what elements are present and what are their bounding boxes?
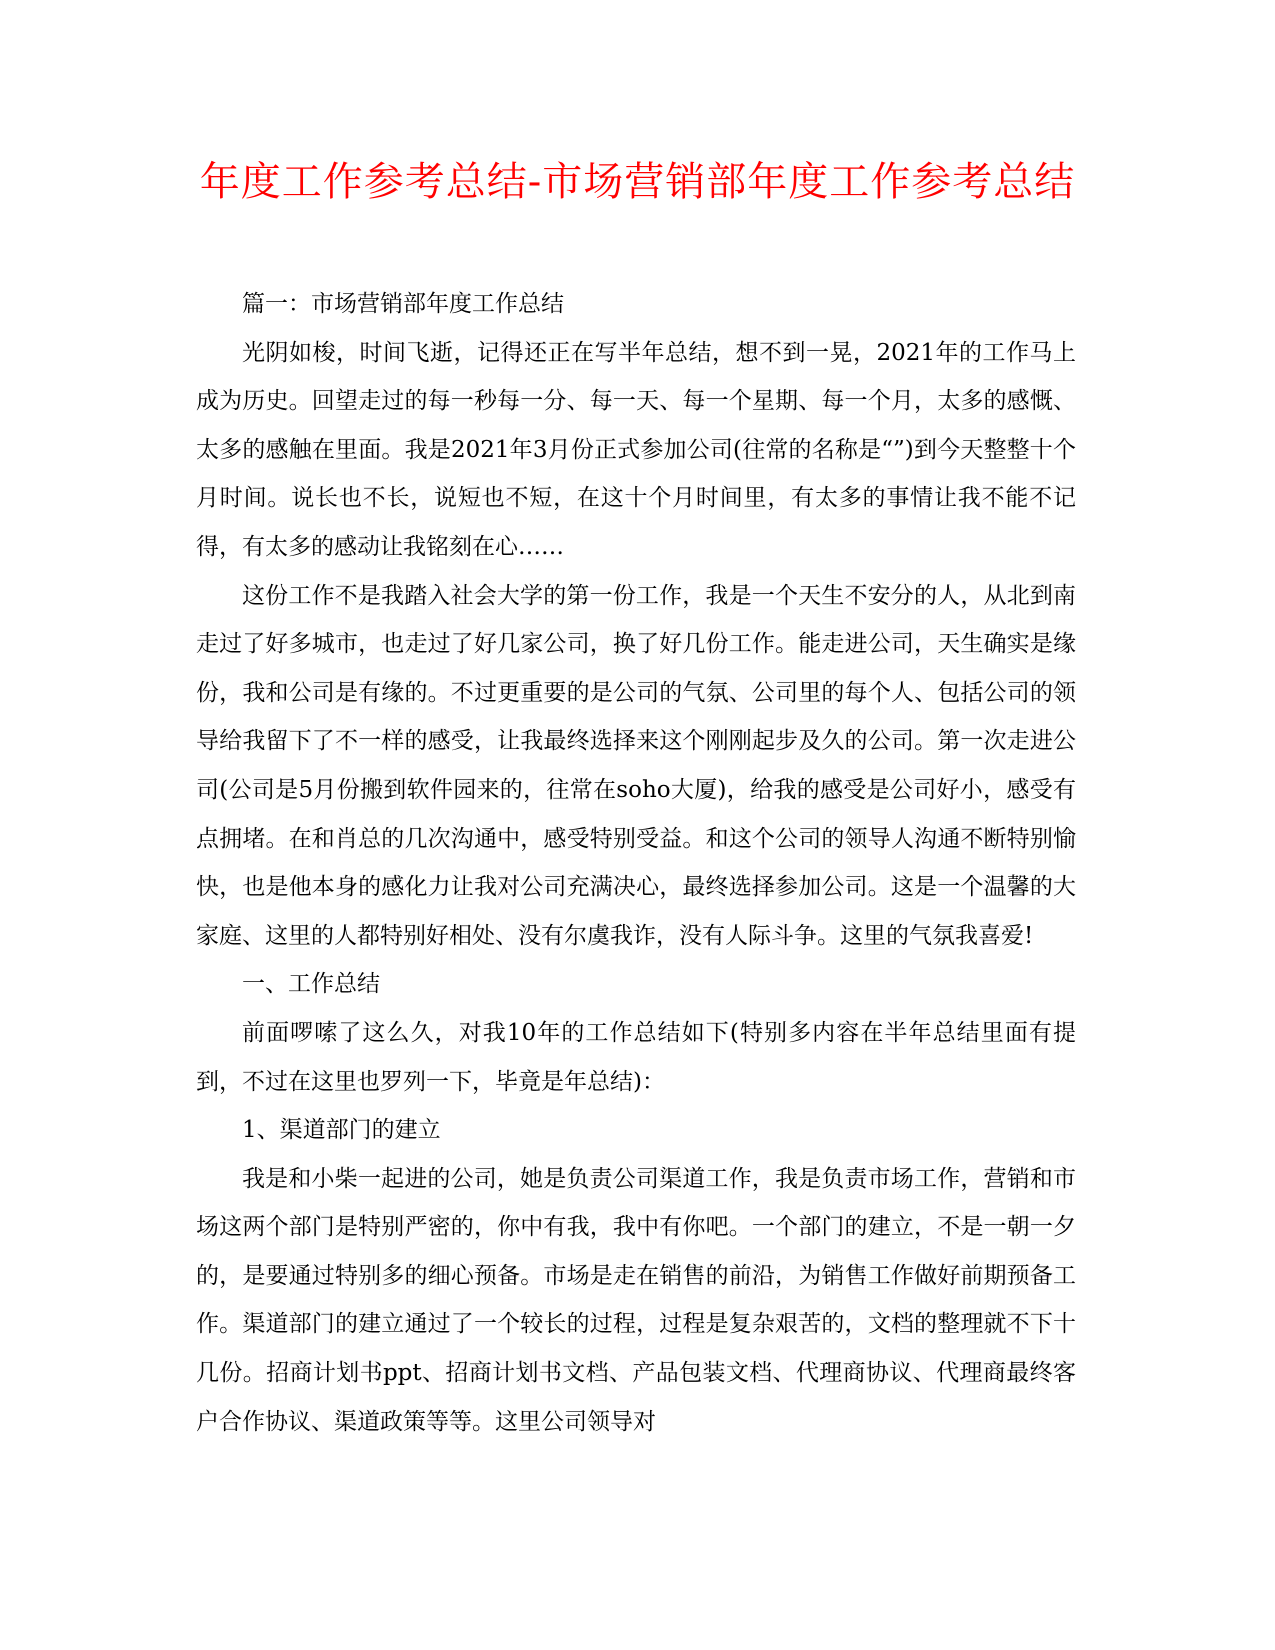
subheading-channel-department: 1、渠道部门的建立 bbox=[242, 1117, 441, 1144]
paragraph-channel-department: 我是和小柴一起进的公司，她是负责公司渠道工作，我是负责市场工作，营销和市场这两个部门是特别严密的，你中有我，我中有你吧。一个部门的建立，不是一朝一夕的，是要通过特别多的细心预备。市场是走在销售的前沿，为销售工作做好前期预备工作。渠道部门的建立通过了一个较长的过程，过程是复杂艰苦的，文档的整理就不下十几份。招商计划书ppt、招商计划书文档、产品包装文档、代理商协议、代理商最终客户合作协议、渠道政策等等。这里公司领导对 bbox=[196, 1165, 1076, 1435]
section-heading-part-one: 篇一：市场营销部年度工作总结 bbox=[242, 291, 564, 317]
section-heading-work-summary: 一、工作总结 bbox=[242, 971, 380, 998]
document-title: 年度工作参考总结-市场营销部年度工作参考总结 bbox=[199, 159, 1076, 205]
document-body bbox=[196, 280, 1076, 1446]
paragraph-summary-intro: 前面啰嗦了这么久，对我10年的工作总结如下(特别多内容在半年总结里面有提到，不过在这里也罗列一下，毕竟是年总结)： bbox=[196, 1019, 1076, 1095]
paragraph-company: 这份工作不是我踏入社会大学的第一份工作，我是一个天生不安分的人，从北到南走过了好多城市，也走过了好几家公司，换了好几份工作。能走进公司，天生确实是缘份，我和公司是有缘的。不过更重要的是公司的气氛、公司里的每个人、包括公司的领导给我留下了不一样的感受，让我最终选择来这个刚刚起步及久的公司。第一次走进公司(公司是5月份搬到软件园来的，往常在soho大厦)，给我的感受是公司好小，感受有点拥堵。在和肖总的几次沟通中，感受特别受益。和这个公司的领导人沟通不断特别愉快，也是他本身的感化力让我对公司充满决心，最终选择参加公司。这是一个温馨的大家庭、这里的人都特别好相处、没有尔虞我诈，没有人际斗争。这里的气氛我喜爱! bbox=[196, 582, 1076, 949]
paragraph-intro: 光阴如梭，时间飞逝，记得还正在写半年总结，想不到一晃，2021年的工作马上成为历史。回望走过的每一秒每一分、每一天、每一个星期、每一个月，太多的感慨、太多的感触在里面。我是2021年3月份正式参加公司(往常的名称是“”)到今天整整十个月时间。说长也不长，说短也不短，在这十个月时间里，有太多的事情让我不能不记得，有太多的感动让我铭刻在心…… bbox=[196, 339, 1076, 560]
